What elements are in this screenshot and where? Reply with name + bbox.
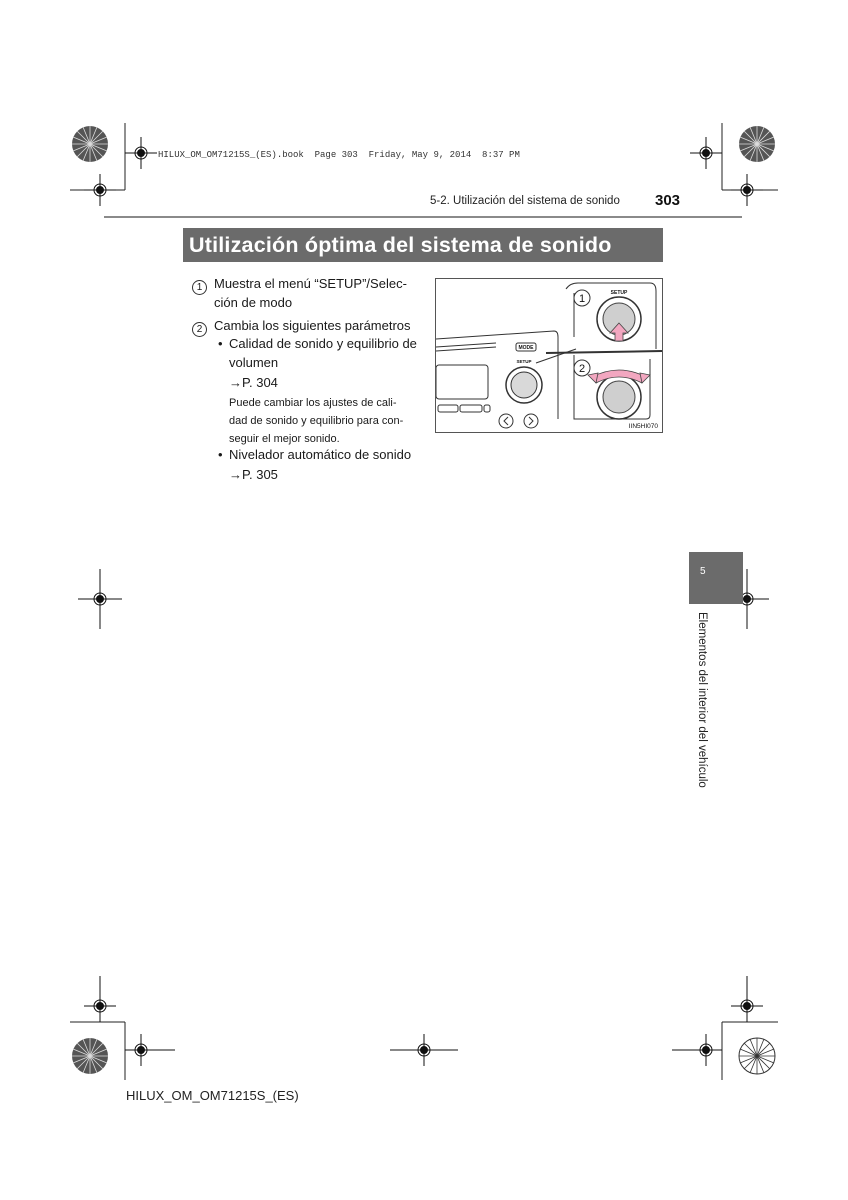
section-header: 5-2. Utilización del sistema de sonido <box>430 195 620 207</box>
bullet-1 <box>229 334 429 392</box>
callout-1: 1 <box>578 293 586 305</box>
bullet-text-line: Nivelador automático de sonido <box>229 447 412 462</box>
page-reference: →P. 304 <box>229 375 278 390</box>
setup-label-large: SETUP <box>610 290 628 296</box>
figure-code: IIN5HI070 <box>628 423 658 430</box>
note-line: seguir el mejor sonido. <box>229 433 340 445</box>
header-rule <box>104 216 742 218</box>
footer-code: HILUX_OM_OM71215S_(ES) <box>126 1088 299 1103</box>
chapter-number: 5 <box>700 566 706 577</box>
setup-figure <box>435 278 663 433</box>
bullet-dot: • <box>218 336 223 351</box>
step-text-line: ción de modo <box>214 295 293 310</box>
setup-label-small: SETUP <box>516 359 532 364</box>
note-line: Puede cambiar los ajustes de cali- <box>229 397 397 409</box>
mode-label: MODE <box>518 345 534 351</box>
chapter-tab <box>689 552 743 604</box>
step-1-text <box>214 274 424 312</box>
step-number: 2 <box>192 322 207 337</box>
step-number: 1 <box>192 280 207 295</box>
bullet-text-line: Calidad de sonido y equilibrio de <box>229 336 417 351</box>
step-text-line: Muestra el menú “SETUP”/Selec- <box>214 276 407 291</box>
step-2 <box>192 318 207 337</box>
chapter-label: Elementos del interior del vehículo <box>696 612 708 788</box>
file-info: HILUX_OM_OM71215S_(ES).book Page 303 Friday, May 9, 2014 8:37 PM <box>158 150 520 160</box>
page-title: Utilización óptima del sistema de sonido <box>183 228 663 262</box>
starburst-targets <box>72 126 775 1074</box>
page-reference: →P. 305 <box>229 467 278 482</box>
step-2-text: Cambia los siguientes parámetros <box>214 318 411 333</box>
page-number: 303 <box>655 192 681 209</box>
bullet-text-line: volumen <box>229 355 279 370</box>
callout-2: 2 <box>578 363 586 375</box>
note-text <box>229 394 425 448</box>
note-line: dad de sonido y equilibrio para con- <box>229 415 404 427</box>
audio-panel-illustration <box>436 279 662 432</box>
step-1 <box>192 276 207 295</box>
bullet-2 <box>229 445 429 484</box>
bullet-dot: • <box>218 447 223 462</box>
